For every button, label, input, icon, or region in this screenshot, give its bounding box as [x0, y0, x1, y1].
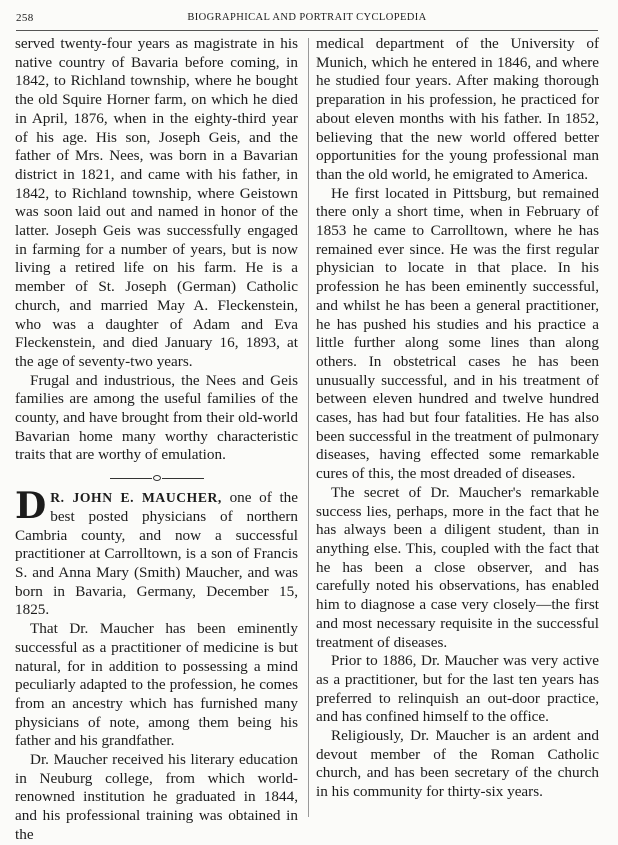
running-title: BIOGRAPHICAL AND PORTRAIT CYCLOPEDIA	[187, 12, 427, 23]
right-column	[316, 35, 599, 802]
drop-cap: D	[15, 485, 47, 528]
paragraph: Frugal and industrious, the Nees and Geis families are among the useful families of the county, and have brought from their old-world Bavarian home many worthy characteristic traits that are worthy of emulation.	[15, 371, 298, 464]
paragraph: Dr. Maucher received his literary education in Neuburg college, from which world-renowned institution he graduated in 1844, and his professional training was obtained in the	[15, 751, 298, 843]
page-number: 258	[16, 12, 34, 24]
paragraph: That Dr. Maucher has been eminently successful as a practitioner of medicine is but natural, for in addition to possessing a mind peculiarly adapted to the profession, he comes from an ancestry which has furnished many physicians of note, among them being his father and his grandfather.	[15, 620, 298, 750]
column-divider	[308, 38, 309, 817]
paragraph: medical department of the University of Munich, which he entered in 1846, and where he studied four years. After making thorough preparation in his profession, he practiced for about eleven months with his father. In 1852, believing that the new world offered better opportunities for the young professional man than the old world, he emigrated to America.	[316, 35, 599, 183]
paragraph: He first located in Pittsburg, but remained there only a short time, when in February of 1853 he came to Carrolltown, where he has remained ever since. He was the first regular physician to locate in that place. In his profession he has been eminently successful, and whilst he has been a general practitioner, he has pushed his studies and his practice a little further along some lines than along others. In obstetrical cases he has been unusually successful, and in his treatment of between eleven hundred and twelve hundred cases, has had but four fatalities. He has also been successful in the treatment of pulmonary diseases, having effected some remarkable cures of this, the most dreaded of diseases.	[316, 184, 599, 483]
header-rule	[16, 30, 598, 31]
paragraph: Religiously, Dr. Maucher is an ardent and devout member of the Roman Catholic church, and has been secretary of the church in his community for thirty-six years.	[316, 727, 599, 801]
subject-name: R. JOHN E. MAUCHER,	[50, 490, 222, 506]
intro-text: one of the best posted physicians of northern Cambria county, and now a successful practitioner at Carrolltown, is a son of Francis S. and Anna Mary (Smith) Maucher, and was born in Bavaria, Germany, December 15, 1825.	[15, 489, 298, 619]
left-column	[15, 35, 298, 845]
biography-intro	[15, 485, 298, 620]
paragraph: The secret of Dr. Maucher's remarkable success lies, perhaps, more in the fact that he has always been a diligent student, than in anything else. This, coupled with the fact that he has been a close observer, and has carefully noted his observations, has enabled him to diagnose a case very closely—the first and most necessary requisite in the successful treatment of diseases.	[316, 483, 599, 651]
paragraph: served twenty-four years as magistrate in his native country of Bavaria before coming, in 1842, to Richland township, where he bought the old Squire Horner farm, on which he died in April, 1876, when in the eighty-third year of his age. His son, Joseph Geis, and the father of Mrs. Nees, was born in a Bavarian district in 1821, and came with his father, in 1842, to Richland township, where Geistown was soon laid out and named in honor of the latter. Joseph Geis was successfully engaged in farming for a number of years, but is now living a retired life on his farm. He is a member of St. Joseph (German) Catholic church, and married May A. Fleckenstein, who was a daughter of Adam and Eva Fleckenstein, and died January 16, 1893, at the age of seventy-two years.	[15, 35, 298, 370]
section-separator	[15, 467, 298, 489]
paragraph: Prior to 1886, Dr. Maucher was very active as a practitioner, but for the last ten years has preferred to relinquish an out-door practice, and has confined himself to the office.	[316, 652, 599, 726]
ornament-icon	[153, 475, 161, 481]
page-header	[16, 9, 598, 27]
